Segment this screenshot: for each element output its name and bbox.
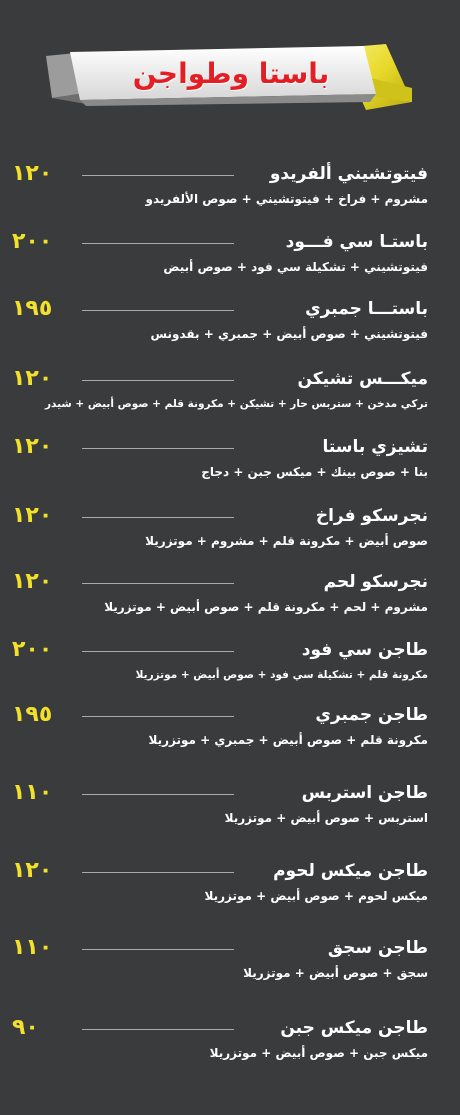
item-price: ٢٠٠ bbox=[12, 229, 53, 254]
item-price: ١٢٠ bbox=[12, 858, 53, 883]
item-description: مكرونة قلم + تشكيلة سي فود + صوص أبيض + موتزريلا bbox=[135, 669, 428, 681]
item-name: باستـــا جمبري bbox=[305, 299, 428, 319]
item-name: طاجن استربس bbox=[301, 783, 428, 803]
menu-item bbox=[0, 934, 460, 986]
item-price: ٩٠ bbox=[12, 1015, 39, 1040]
item-description: بنا + صوص بينك + ميكس جبن + دجاج bbox=[201, 465, 428, 479]
item-description: ميكس لحوم + صوص أبيض + موتزريلا bbox=[204, 889, 428, 903]
item-description: مشروم + فراخ + فيتوتشيني + صوص الألفريدو bbox=[145, 192, 428, 206]
item-name: باستـا سي فـــود bbox=[285, 232, 428, 252]
price-leader-line bbox=[82, 517, 234, 518]
item-name: طاجن ميكس جبن bbox=[280, 1018, 428, 1038]
price-leader-line bbox=[82, 310, 234, 311]
item-price: ١٩٥ bbox=[12, 296, 53, 321]
menu-item bbox=[0, 857, 460, 909]
menu-item bbox=[0, 160, 460, 212]
item-name: طاجن سي فود bbox=[301, 640, 428, 660]
menu-item bbox=[0, 295, 460, 347]
price-leader-line bbox=[82, 949, 234, 950]
item-price: ١٢٠ bbox=[12, 569, 53, 594]
item-price: ١٢٠ bbox=[12, 434, 53, 459]
menu-item bbox=[0, 568, 460, 620]
menu-item bbox=[0, 502, 460, 554]
item-name: طاجن سجق bbox=[327, 938, 428, 958]
item-name: طاجن جمبري bbox=[315, 705, 428, 725]
item-description: تركي مدخن + ستربس حار + تشيكن + مكرونة قلم + صوص أبيض + شيدر bbox=[44, 398, 428, 410]
price-leader-line bbox=[82, 794, 234, 795]
item-price: ١٢٠ bbox=[12, 503, 53, 528]
item-price: ١١٠ bbox=[12, 935, 53, 960]
menu-item bbox=[0, 1014, 460, 1066]
menu-item bbox=[0, 228, 460, 280]
item-price: ١٩٥ bbox=[12, 702, 53, 727]
price-leader-line bbox=[82, 175, 234, 176]
price-leader-line bbox=[82, 1029, 234, 1030]
price-leader-line bbox=[82, 716, 234, 717]
item-price: ١٢٠ bbox=[12, 161, 53, 186]
item-description: مكرونة قلم + صوص أبيض + جمبري + موتزريلا bbox=[148, 733, 428, 747]
item-description: سجق + صوص أبيض + موتزريلا bbox=[243, 966, 428, 980]
item-description: استربس + صوص أبيض + موتزريلا bbox=[224, 811, 428, 825]
price-leader-line bbox=[82, 448, 234, 449]
price-leader-line bbox=[82, 651, 234, 652]
menu-item bbox=[0, 636, 460, 688]
item-description: صوص أبيض + مكرونة قلم + مشروم + موتزريلا bbox=[145, 534, 428, 548]
item-name: تشيزي باستا bbox=[322, 437, 428, 457]
item-name: طاجن ميكس لحوم bbox=[273, 861, 428, 881]
menu-item bbox=[0, 779, 460, 831]
item-name: فيتوتشيني ألفريدو bbox=[269, 164, 428, 184]
item-description: فيتوتشيني + تشكيلة سي فود + صوص أبيض bbox=[163, 260, 428, 274]
item-name: نجرسكو فراخ bbox=[315, 506, 428, 526]
price-leader-line bbox=[82, 872, 234, 873]
item-price: ١١٠ bbox=[12, 780, 53, 805]
item-description: ميكس جبن + صوص أبيض + موتزريلا bbox=[209, 1046, 428, 1060]
item-description: مشروم + لحم + مكرونة قلم + صوص أبيض + موتزريلا bbox=[104, 600, 428, 614]
menu-item bbox=[0, 701, 460, 753]
price-leader-line bbox=[82, 380, 234, 381]
menu-item bbox=[0, 365, 460, 417]
price-leader-line bbox=[82, 243, 234, 244]
item-name: نجرسكو لحم bbox=[323, 572, 428, 592]
item-price: ٢٠٠ bbox=[12, 637, 53, 662]
page-title: باستا وطواجن bbox=[132, 57, 330, 90]
item-description: فيتوتشيني + صوص أبيض + جمبري + بقدونس bbox=[150, 327, 428, 341]
item-name: ميكـــس تشيكن bbox=[297, 369, 428, 389]
item-price: ١٢٠ bbox=[12, 366, 53, 391]
price-leader-line bbox=[82, 583, 234, 584]
menu-item bbox=[0, 433, 460, 485]
